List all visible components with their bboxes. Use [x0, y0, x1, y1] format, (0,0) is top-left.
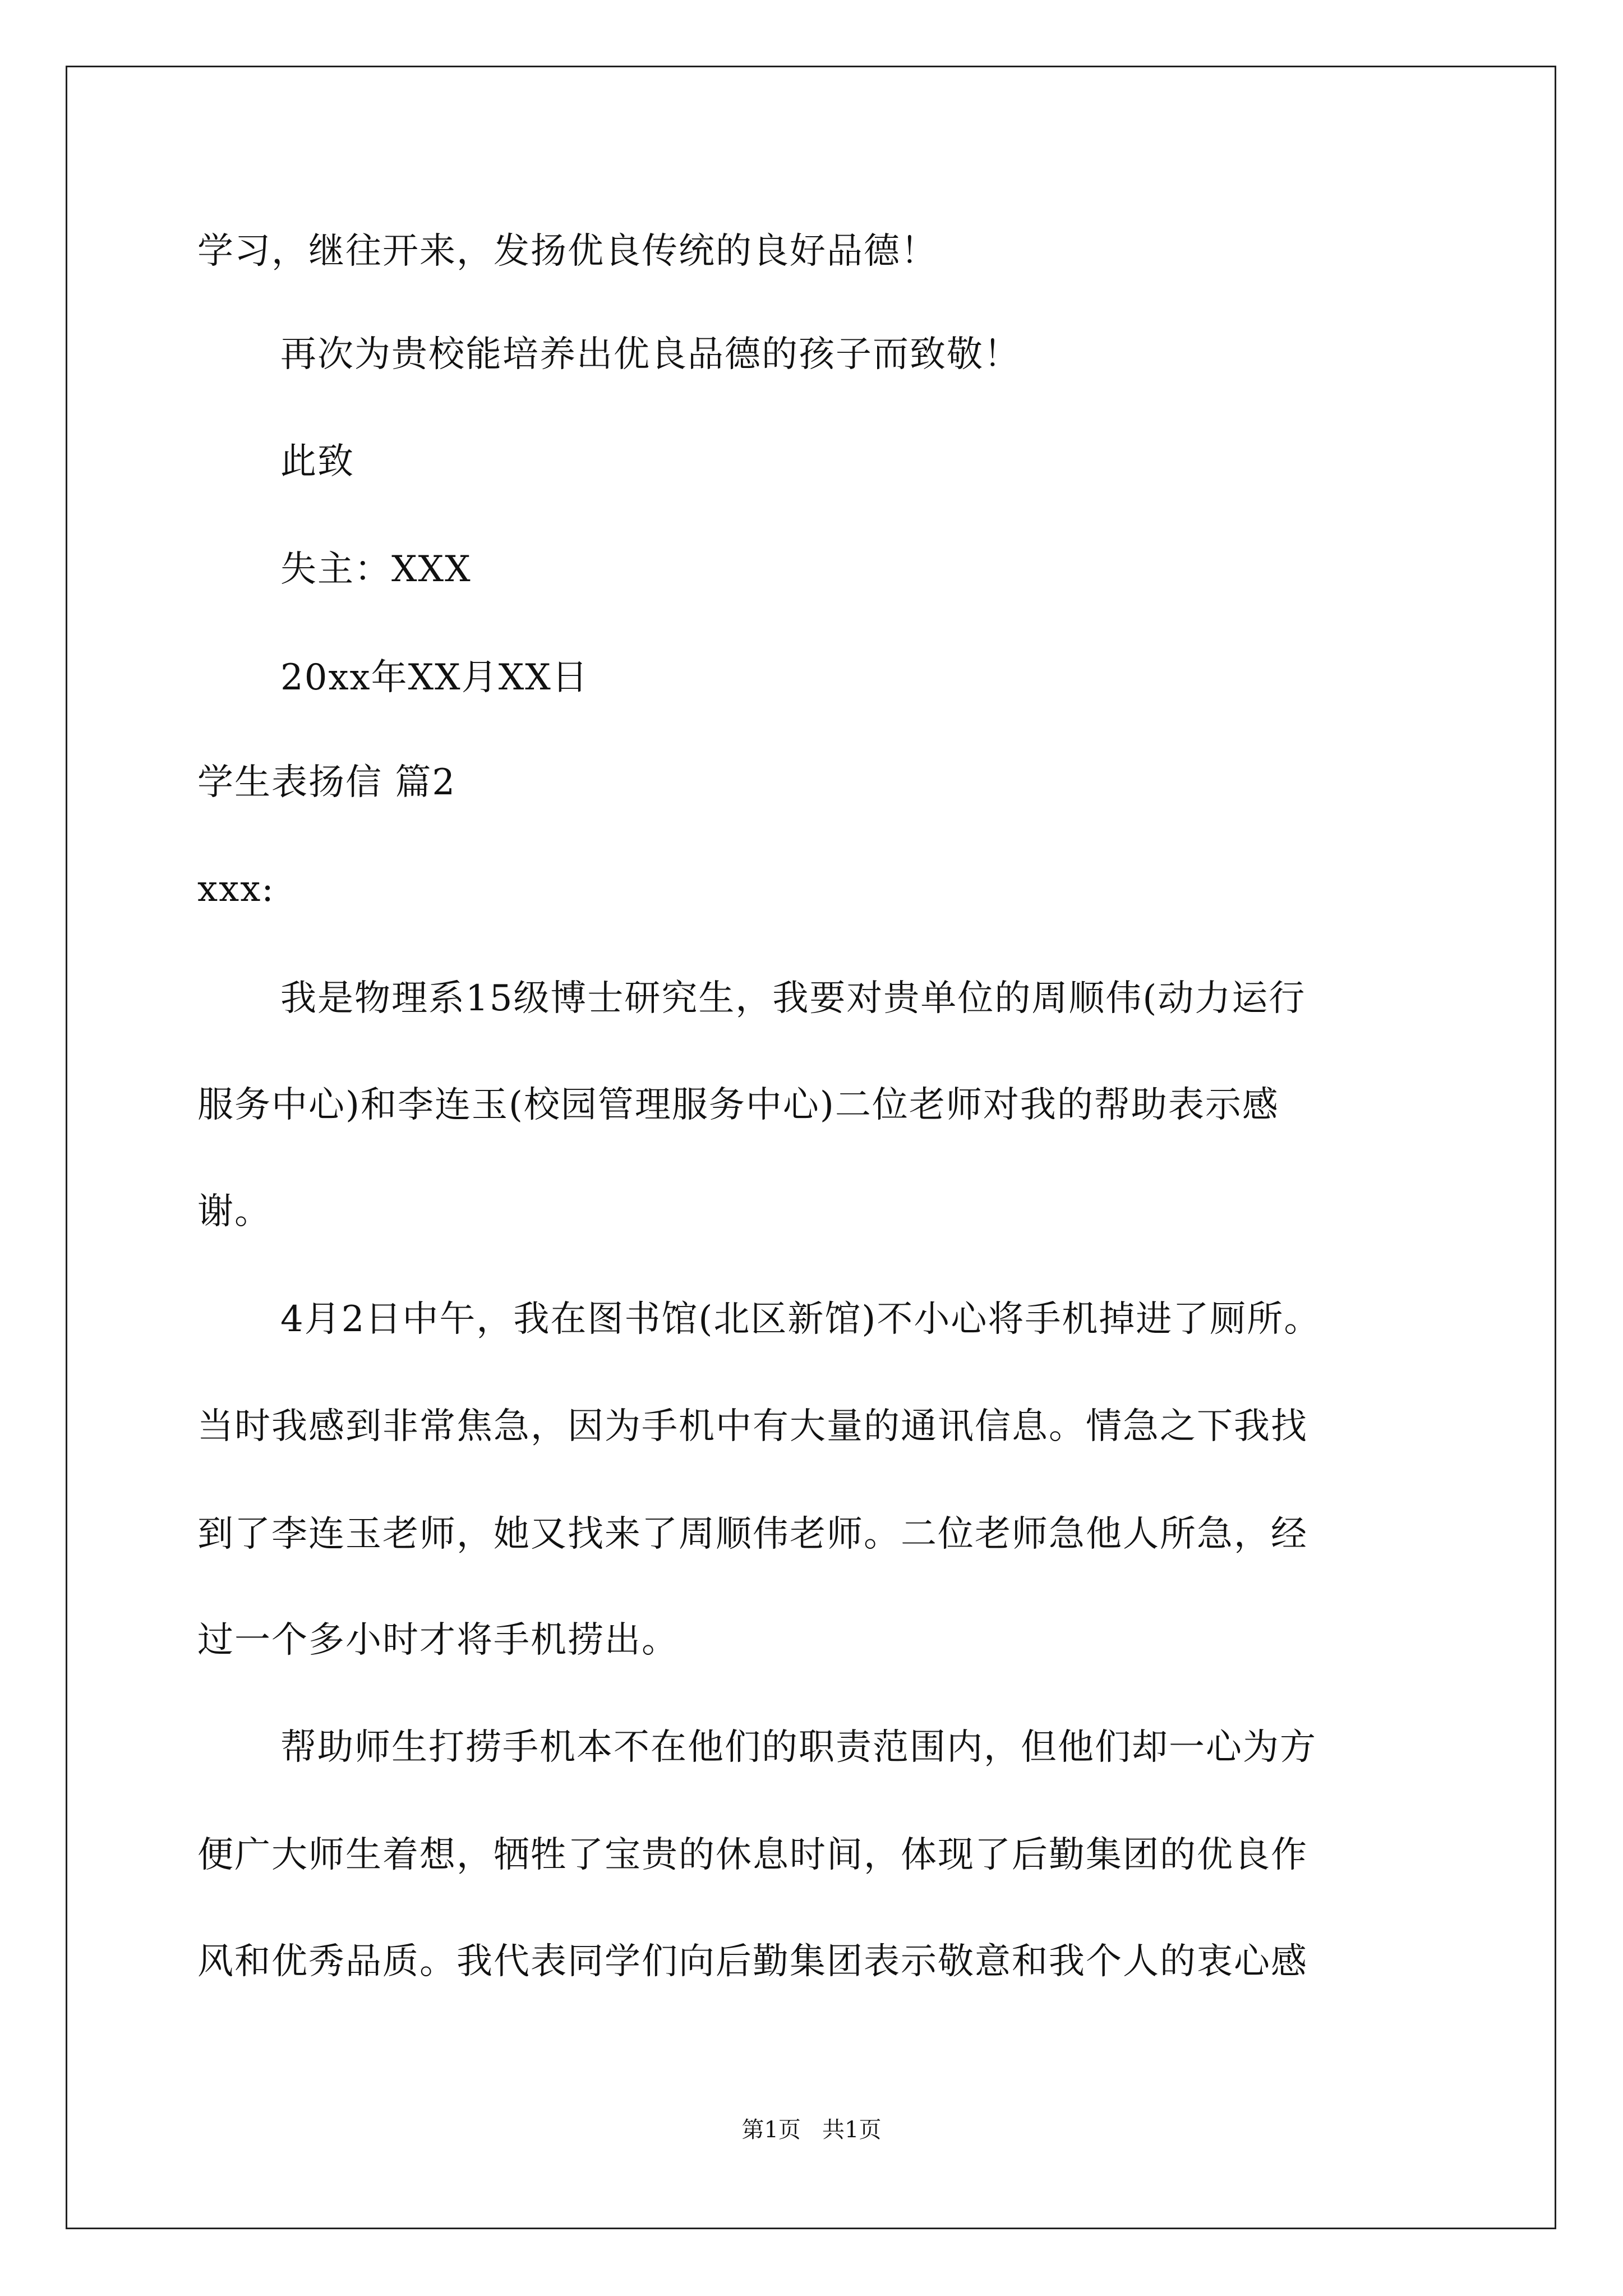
text-line: 4月2日中午，我在图书馆(北区新馆)不小心将手机掉进了厕所。	[280, 1299, 1321, 1340]
section-heading: 学生表扬信 篇2	[197, 762, 457, 803]
text-line: 失主：XXX	[280, 549, 472, 590]
text-line: 帮助师生打捞手机本不在他们的职责范围内，但他们却一心为方	[280, 1727, 1317, 1768]
text-line: 当时我感到非常焦急，因为手机中有大量的通讯信息。情急之下我找	[197, 1406, 1308, 1447]
text-line: 风和优秀品质。我代表同学们向后勤集团表示敬意和我个人的衷心感	[197, 1941, 1308, 1982]
text-line: 便广大师生着想，牺牲了宝贵的休息时间，体现了后勤集团的优良作	[197, 1834, 1308, 1876]
text-line: 我是物理系15级博士研究生，我要对贵单位的周顺伟(动力运行	[280, 978, 1306, 1019]
text-line: 到了李连玉老师，她又找来了周顺伟老师。二位老师急他人所急，经	[197, 1513, 1308, 1555]
text-line: 20xx年XX月XX日	[280, 657, 589, 698]
text-line: 此致	[280, 441, 354, 482]
text-line: 再次为贵校能培养出优良品德的孩子而致敬！	[280, 334, 1021, 375]
page-border	[66, 66, 1556, 2229]
text-line: 谢。	[197, 1191, 271, 1232]
salutation: xxx:	[197, 868, 275, 910]
text-line: 服务中心)和李连玉(校园管理服务中心)二位老师对我的帮助表示感	[197, 1084, 1279, 1126]
text-line: 过一个多小时才将手机捞出。	[197, 1619, 679, 1661]
page-number-footer: 第1页 共1页	[741, 2117, 882, 2143]
text-line: 学习，继往开来，发扬优良传统的良好品德！	[197, 231, 938, 272]
